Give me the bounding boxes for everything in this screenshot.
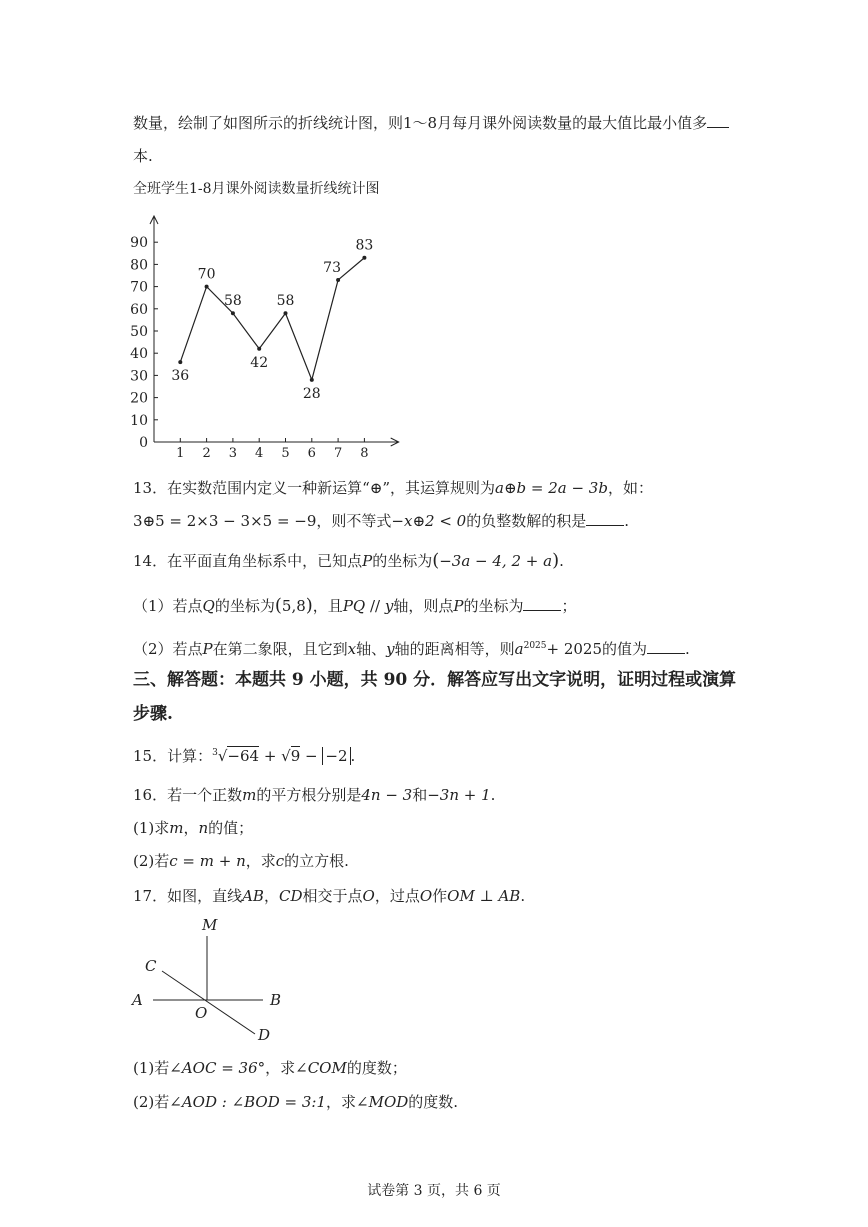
chart-series — [171, 238, 373, 402]
q13-line-1 — [133, 478, 653, 498]
intro-line-1 — [133, 113, 729, 133]
data-label: 36 — [171, 368, 190, 385]
y-tick-label: 90 — [130, 235, 148, 252]
q14-text-b: 的坐标为 — [372, 552, 433, 570]
cube-root-content: −64 — [227, 747, 260, 765]
q16-line: 16．若一个正数m的平方根分别是4n − 3和−3n + 1. — [133, 786, 496, 804]
data-point — [257, 347, 261, 351]
y-tick-label: 40 — [130, 346, 148, 363]
chart-x-ticks — [176, 438, 368, 461]
q16-part-2: (2)若c = m + n，求c的立方根. — [133, 852, 349, 870]
q13-text-d: 的负整数解的积是 — [466, 512, 587, 530]
q17-line: 17．如图，直线AB，CD相交于点O，过点O作OM ⊥ AB. — [133, 887, 526, 905]
q13-line-2 — [133, 511, 629, 531]
q13-text-c: ，则不等式 — [316, 512, 392, 530]
data-point — [178, 360, 182, 364]
q14-text: 14．在平面直角坐标系中，已知点 — [133, 552, 363, 570]
q14-point-q: Q — [202, 597, 215, 615]
data-label: 42 — [250, 354, 269, 371]
q14-part-2: （2）若点P在第二象限，且它到x轴、y轴的距离相等，则$a^{2025}+ 2025$的值为 . — [133, 640, 690, 658]
section-heading: 三、解答题：本题共 9 小题，共 90 分．解答应写出文字说明，证明过程或演算 — [133, 670, 737, 690]
data-label: 70 — [197, 266, 216, 283]
data-point — [284, 311, 288, 315]
answer-blank[interactable] — [586, 511, 624, 526]
x-tick-label: 8 — [360, 446, 369, 461]
data-label: 73 — [323, 259, 342, 276]
label-c: C — [145, 957, 157, 975]
data-point — [336, 278, 340, 282]
q13-end: . — [624, 512, 630, 530]
intro-line-2: 本. — [133, 147, 153, 165]
line-cd — [162, 971, 255, 1034]
y-tick-label: 30 — [130, 368, 148, 385]
x-tick-label: 7 — [333, 446, 343, 461]
x-tick-label: 5 — [281, 446, 290, 461]
data-label: 58 — [276, 293, 295, 310]
geometry-diagram — [125, 908, 295, 1050]
q14-coord: −3a − 4, 2 + a — [439, 552, 553, 570]
label-o: O — [195, 1004, 208, 1022]
q17-part-1: (1)若∠AOC = 36°，求∠COM的度数； — [133, 1059, 407, 1077]
label-b: B — [270, 991, 282, 1009]
q13-rule: a⊕b = 2a − 3b — [495, 479, 608, 497]
q14-point-p: P — [362, 552, 373, 570]
y-tick-label: 0 — [139, 435, 148, 451]
q13-text: 13．在实数范围内定义一种新运算“⊕”，其运算规则为 — [133, 479, 495, 497]
q13-inequality: −x⊕2 < 0 — [391, 512, 467, 530]
q13-text-b: ，如： — [607, 479, 653, 497]
answer-blank[interactable] — [707, 113, 729, 128]
y-tick-label: 20 — [130, 390, 148, 407]
chart-title: 全班学生1-8月课外阅读数量折线统计图 — [133, 181, 380, 197]
data-point — [310, 378, 314, 382]
y-tick-label: 80 — [130, 257, 148, 274]
root-index: 3 — [212, 748, 218, 758]
q17-part-2: (2)若∠AOD : ∠BOD = 3:1，求∠MOD的度数. — [133, 1093, 459, 1111]
intro-text: 数量，绘制了如图所示的折线统计图，则1～8月每月课外阅读数量的最大值比最小值多 — [133, 114, 708, 132]
label-d: D — [258, 1026, 271, 1044]
q15-line: 15．计算：$^3$√−64 + √9 − −2 . — [133, 747, 356, 765]
y-tick-label: 50 — [130, 324, 148, 340]
data-label: 58 — [223, 293, 242, 310]
q14-q-coord: 5,8 — [281, 597, 306, 615]
absolute-value: −2 — [322, 747, 350, 765]
data-point — [231, 311, 235, 315]
data-point — [205, 285, 209, 289]
data-point — [362, 256, 366, 260]
section-heading-2: 步骤. — [133, 704, 173, 724]
answer-blank[interactable] — [523, 596, 561, 611]
line-chart — [130, 200, 420, 465]
q14-line-1: 14．在平面直角坐标系中，已知点P的坐标为(−3a − 4, 2 + a). — [133, 550, 564, 571]
x-tick-label: 4 — [255, 446, 264, 461]
y-tick-label: 60 — [130, 301, 148, 318]
answer-blank[interactable] — [647, 639, 685, 654]
label-m: M — [202, 916, 218, 934]
q16-part-1: (1)求m，n的值； — [133, 819, 254, 837]
x-tick-label: 6 — [307, 446, 316, 461]
y-tick-label: 70 — [130, 279, 148, 296]
q14-part-1: （1）若点Q的坐标为(5,8)，且PQ // y轴，则点P的坐标为 ； — [133, 595, 577, 616]
data-label: 28 — [302, 385, 321, 402]
y-tick-label: 10 — [130, 412, 148, 429]
data-label: 83 — [355, 237, 374, 254]
x-tick-label: 1 — [176, 446, 185, 461]
x-tick-label: 2 — [202, 446, 211, 461]
page-footer: 试卷第 3 页，共 6 页 — [367, 1183, 501, 1199]
square-root-content: 9 — [290, 747, 301, 765]
q13-example: 3⊕5 = 2×3 − 3×5 = −9 — [133, 512, 317, 530]
x-tick-label: 3 — [228, 446, 238, 461]
label-a: A — [132, 991, 143, 1009]
